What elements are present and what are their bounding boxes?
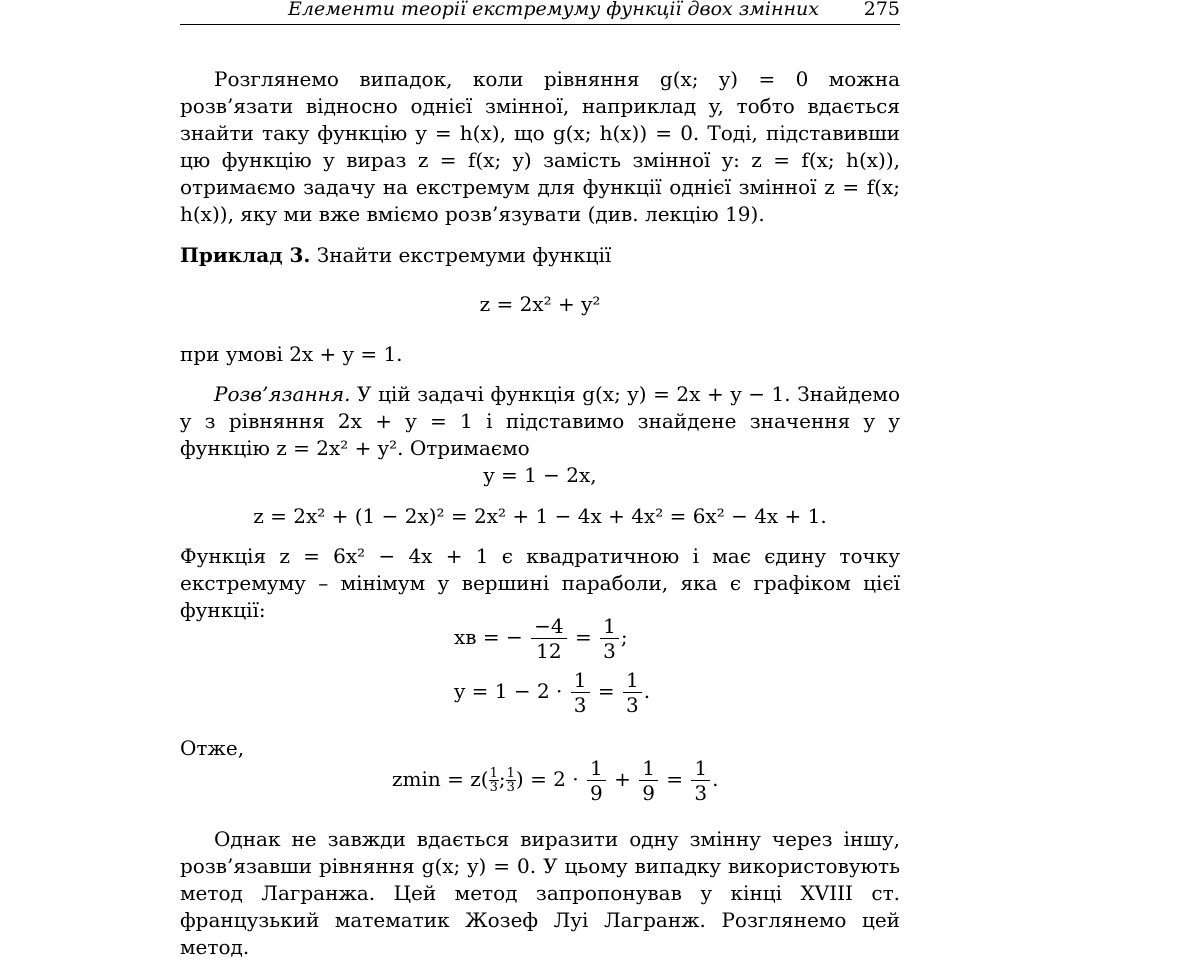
header-title: Елементи теорії екстремуму функції двох змінних	[288, 0, 819, 20]
paragraph-quadratic: Функція z = 6x² − 4x + 1 є квадратичною і має єдину точку екстремуму – мінімум у вершині параболи, яка є графіком цієї функції:	[180, 544, 900, 622]
zmin-lhs: zmin = z(	[392, 767, 489, 791]
example-condition: при умові 2x + y = 1.	[180, 342, 403, 366]
vertex-x-fraction	[531, 614, 566, 663]
vertex-y-result-denominator: 3	[626, 693, 639, 717]
example-text: Знайти екстремуми функції	[316, 243, 612, 267]
zmin-equals: =	[666, 767, 684, 791]
zmin-tail: .	[712, 767, 719, 791]
example-3	[180, 242, 900, 269]
vertex-y-equation	[454, 668, 650, 717]
paragraph-lagrange: Однак не завжди вдається виразити одну змінну через іншу, розв’язавши рівняння g(x; y) = 0. У цьому випадку використовують метод Лагранжа. Цей метод запропонував у кінці XVIII ст. французький математик Жозеф Луі Лагранж. Розглянемо цей метод.	[180, 827, 900, 959]
zmin-result: $\frac{1}{3}$	[691, 756, 710, 805]
zmin-arg-separator: ;	[498, 767, 506, 791]
vertex-y-fraction-denominator: 3	[573, 693, 587, 717]
vertex-y-fraction	[571, 668, 590, 717]
running-header	[180, 0, 900, 25]
vertex-y-result	[623, 668, 642, 717]
page-number: 275	[863, 0, 900, 20]
vertex-y-equals: =	[597, 679, 615, 703]
vertex-y-fraction-numerator: 1	[571, 668, 590, 693]
example-formula: z = 2x² + y²	[479, 292, 601, 316]
zmin-frac-1: $\frac{1}{9}$	[587, 756, 606, 805]
example-label: Приклад 3.	[180, 243, 311, 267]
vertex-x-tail: ;	[620, 625, 628, 649]
zmin-plus: +	[614, 767, 631, 791]
equation-y: y = 1 − 2x,	[483, 463, 597, 487]
solution-text: У цій задачі функція g(x; y) = 2x + y − 1. Знайдемо y з рівняння 2x + y = 1 і підставимо знайдене значення y у функцію z = 2x² + y². Отримаємо	[180, 382, 901, 460]
zmin-equation	[392, 756, 719, 805]
vertex-y-result-numerator: 1	[623, 668, 642, 693]
vertex-x-equation	[454, 614, 628, 663]
zmin-frac-2: $\frac{1}{9}$	[639, 756, 658, 805]
zmin-arg-x: $\frac{1}{3}$	[489, 766, 498, 795]
vertex-x-equals: =	[574, 625, 592, 649]
therefore-text: Отже,	[180, 736, 245, 760]
zmin-rhs-open: ) = 2 ·	[515, 767, 579, 791]
zmin-arg-y: $\frac{1}{3}$	[506, 766, 515, 795]
vertex-x-fraction-numerator: −4	[531, 614, 566, 639]
vertex-x-lhs: xв = −	[454, 625, 523, 649]
document-page	[180, 0, 901, 959]
paragraph-substitution: Розглянемо випадок, коли рівняння g(x; y) = 0 можна розв’язати відносно однієї змінної, наприклад y, тобто вдається знайти таку функцію y = h(x), що g(x; h(x)) = 0. Тоді, підставивши цю функцію у вираз z = f(x; y) замість змінної y: z = f(x; h(x)), отримаємо задачу на екстремум для функції однієї змінної z = f(x; h(x)), яку ми вже вміємо розв’язувати (див. лекцію 19).	[180, 67, 900, 226]
vertex-x-result-denominator: 3	[603, 639, 616, 663]
vertex-x-result	[600, 614, 619, 663]
equation-z: z = 2x² + (1 − 2x)² = 2x² + 1 − 4x + 4x² = 6x² − 4x + 1.	[253, 504, 827, 528]
solution-label: Розв’язання.	[214, 382, 351, 406]
vertex-y-lhs: y = 1 − 2 ·	[454, 679, 563, 703]
vertex-x-result-numerator: 1	[600, 614, 619, 639]
solution-paragraph	[180, 381, 900, 462]
vertex-x-fraction-denominator: 12	[536, 639, 562, 663]
vertex-y-tail: .	[643, 679, 651, 703]
